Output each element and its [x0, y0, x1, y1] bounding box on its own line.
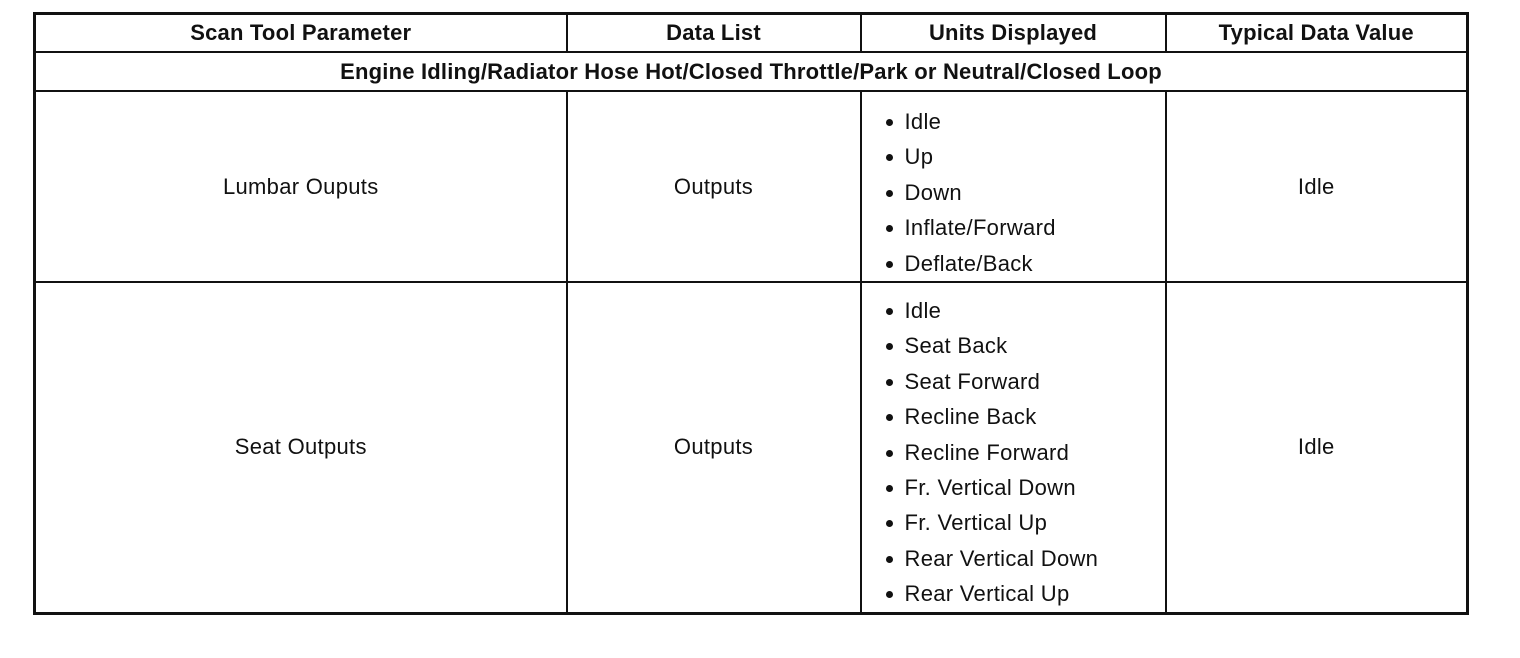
header-row [35, 14, 1468, 53]
unit-item: Recline Forward [905, 435, 1165, 470]
operating-condition: Engine Idling/Radiator Hose Hot/Closed Throttle/Park or Neutral/Closed Loop [35, 52, 1468, 91]
units-list [862, 92, 1165, 281]
units-displayed-cell [861, 282, 1166, 613]
unit-item: Rear Vertical Up [905, 576, 1165, 611]
parameter-cell: Lumbar Ouputs [35, 91, 567, 282]
unit-item: Seat Forward [905, 364, 1165, 399]
table-body [35, 52, 1468, 613]
unit-item: Seat Back [905, 328, 1165, 363]
table-header [35, 14, 1468, 53]
typical-value-cell: Idle [1166, 282, 1468, 613]
units-list [862, 283, 1165, 612]
header-typical-data-value: Typical Data Value [1166, 14, 1468, 53]
unit-item: Inflate/Forward [905, 210, 1165, 245]
unit-item: Up [905, 139, 1165, 174]
header-scan-tool-parameter: Scan Tool Parameter [35, 14, 567, 53]
data-list-cell: Outputs [567, 91, 861, 282]
unit-item: Deflate/Back [905, 246, 1165, 281]
parameter-cell: Seat Outputs [35, 282, 567, 613]
scan-tool-data-table [33, 12, 1469, 615]
table-row-seat-outputs [35, 282, 1468, 613]
unit-item: Fr. Vertical Up [905, 505, 1165, 540]
typical-value-cell: Idle [1166, 91, 1468, 282]
unit-item: Recline Back [905, 399, 1165, 434]
table-row-lumbar-outputs [35, 91, 1468, 282]
data-list-cell: Outputs [567, 282, 861, 613]
unit-item: Down [905, 175, 1165, 210]
unit-item: Idle [905, 104, 1165, 139]
header-units-displayed: Units Displayed [861, 14, 1166, 53]
unit-item: Idle [905, 293, 1165, 328]
unit-item: Rear Vertical Down [905, 541, 1165, 576]
units-displayed-cell [861, 91, 1166, 282]
condition-row [35, 52, 1468, 91]
unit-item: Fr. Vertical Down [905, 470, 1165, 505]
header-data-list: Data List [567, 14, 861, 53]
